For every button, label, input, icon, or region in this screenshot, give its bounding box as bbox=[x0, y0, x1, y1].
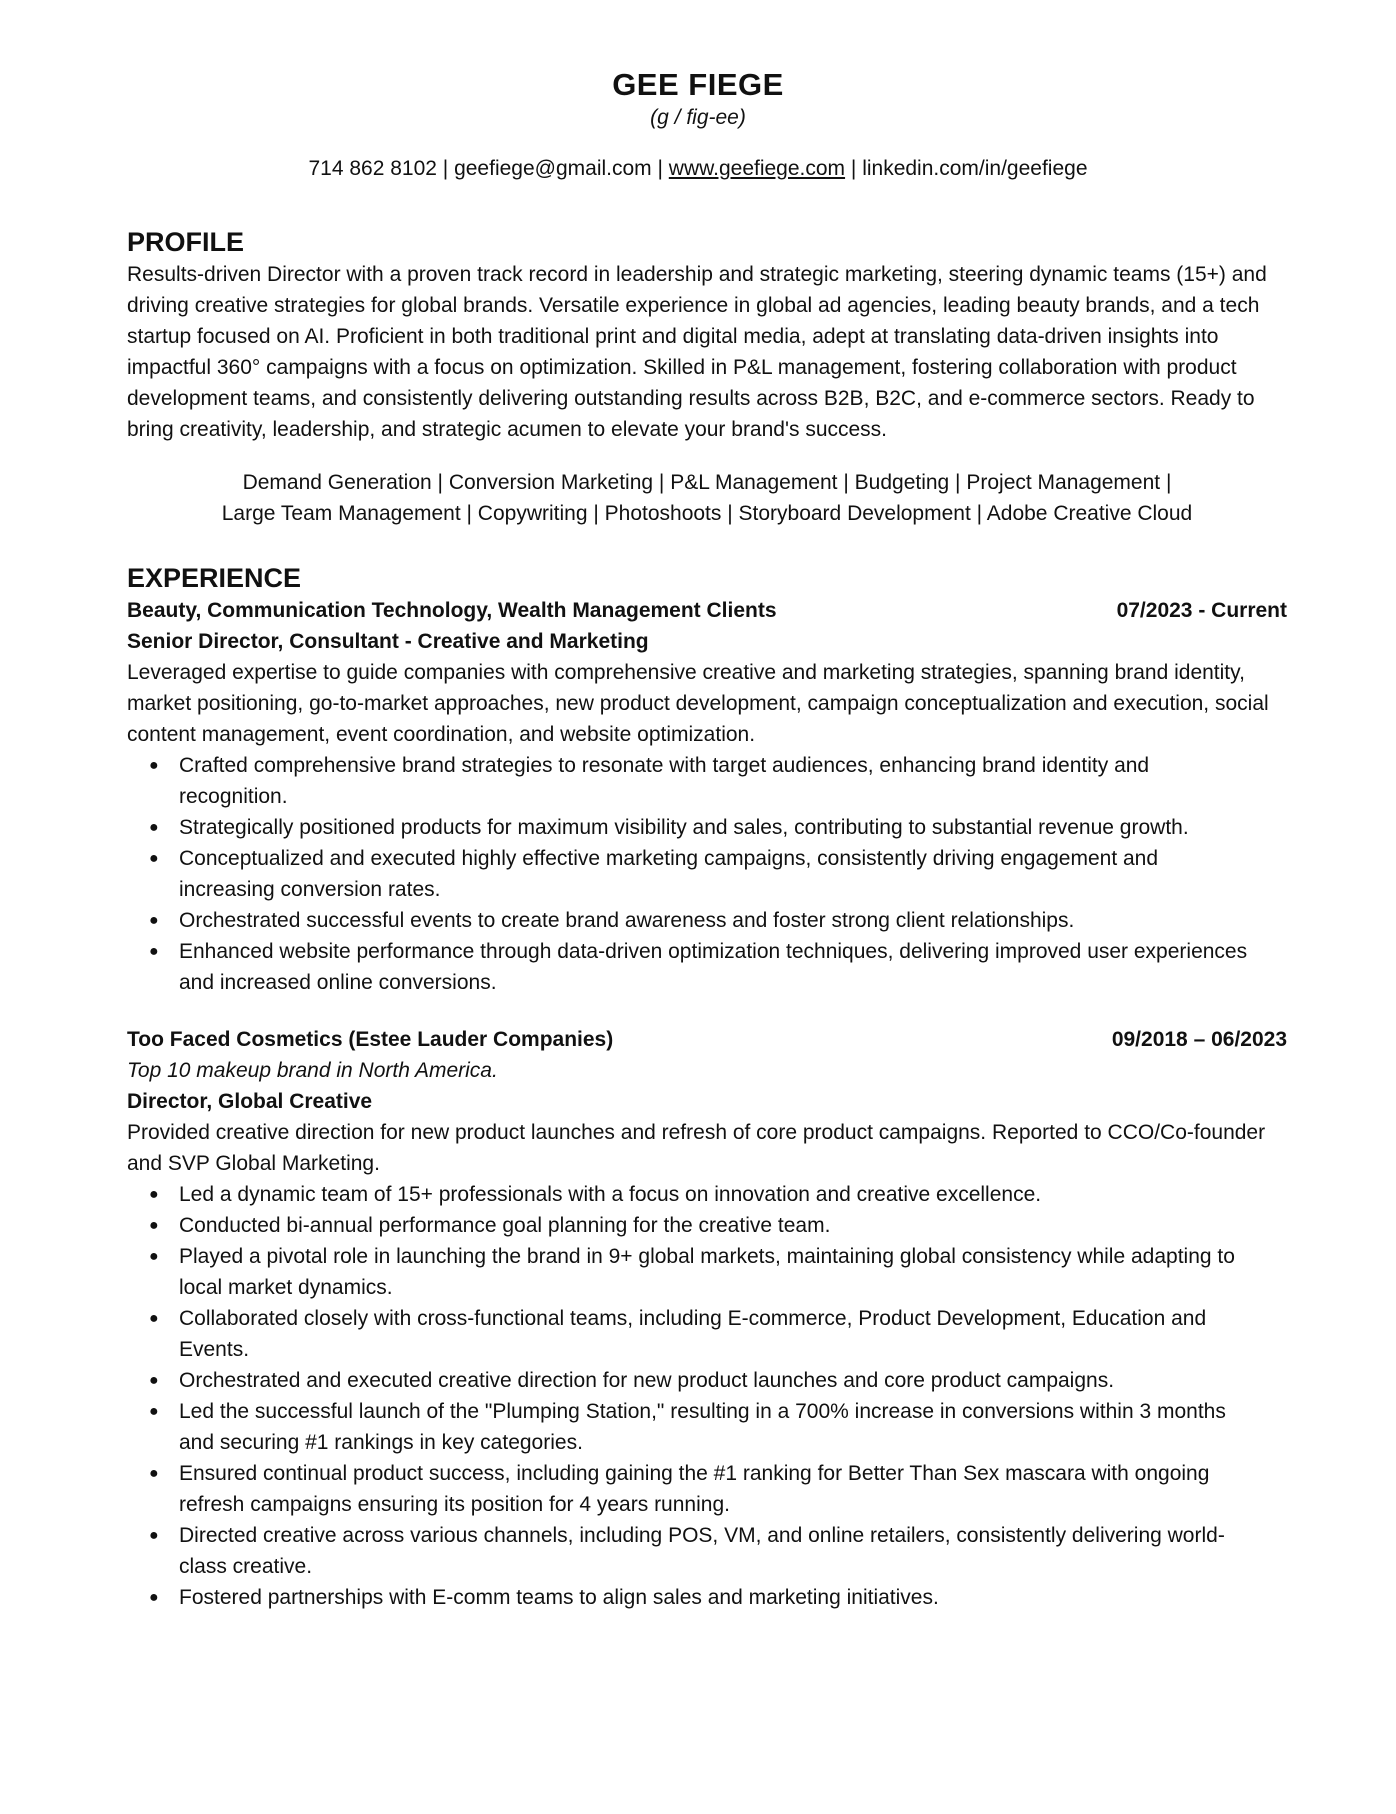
list-item bbox=[149, 1241, 1259, 1303]
bullet-text: Collaborated closely with cross-functional teams, including E-commerce, Product Development, Education and Events. bbox=[179, 1307, 1207, 1361]
list-item bbox=[149, 843, 1259, 905]
list-item bbox=[149, 750, 1259, 812]
skills-line: Demand Generation | Conversion Marketing | P&L Management | Budgeting | Project Management | bbox=[242, 471, 1172, 494]
list-item bbox=[149, 1210, 1259, 1241]
bullet-icon: ● bbox=[149, 1372, 159, 1389]
experience-section bbox=[127, 561, 1287, 1613]
bullet-text: Led a dynamic team of 15+ professionals with a focus on innovation and creative excellence. bbox=[179, 1183, 1042, 1206]
profile-heading: PROFILE bbox=[127, 227, 245, 257]
bullet-text: Conducted bi-annual performance goal planning for the creative team. bbox=[179, 1214, 831, 1237]
company-tagline: Top 10 makeup brand in North America. bbox=[127, 1059, 498, 1082]
job-entry bbox=[127, 595, 1287, 998]
bullet-icon: ● bbox=[149, 1465, 159, 1482]
job-header bbox=[127, 595, 1287, 626]
contact-separator: | bbox=[845, 157, 863, 180]
resume-header bbox=[0, 66, 1396, 183]
job-dates: 07/2023 - Current bbox=[1116, 599, 1287, 622]
contact-line bbox=[0, 155, 1396, 183]
bullet-icon: ● bbox=[149, 1310, 159, 1327]
list-item bbox=[149, 1365, 1259, 1396]
bullet-text: Strategically positioned products for maximum visibility and sales, contributing to substantial revenue growth. bbox=[179, 816, 1189, 839]
list-item bbox=[149, 905, 1259, 936]
linkedin-link[interactable]: linkedin.com/in/geefiege bbox=[862, 157, 1088, 180]
job-role: Director, Global Creative bbox=[127, 1090, 373, 1113]
profile-summary: Results-driven Director with a proven track record in leadership and strategic marketing, steering dynamic teams (15+) and driving creative strategies for global brands. Versatile experience in global ad agencies, leading beauty brands, and a tech startup focused on AI. Proficient in both traditional print and digital media, adept at translating data-driven insights into impactful 360° campaigns with a focus on optimization. Skilled in P&L management, fostering collaboration with product development teams, and consistently delivering outstanding results across B2B, B2C, and e-commerce sectors. Ready to bring creativity, leadership, and strategic acumen to elevate your brand's success. bbox=[127, 263, 1267, 441]
experience-heading: EXPERIENCE bbox=[127, 563, 302, 593]
bullet-text: Ensured continual product success, including gaining the #1 ranking for Better Than Sex mascara with ongoing refresh campaigns ensuring its position for 4 years running. bbox=[179, 1462, 1210, 1516]
bullet-text: Led the successful launch of the "Plumping Station," resulting in a 700% increase in conversions within 3 months and securing #1 rankings in key categories. bbox=[179, 1400, 1226, 1454]
bullet-text: Fostered partnerships with E-comm teams to align sales and marketing initiatives. bbox=[179, 1586, 939, 1609]
job-summary: Leveraged expertise to guide companies with comprehensive creative and marketing strategies, spanning brand identity, market positioning, go-to-market approaches, new product development, campaign conceptualization and execution, social content management, event coordination, and website optimization. bbox=[127, 661, 1269, 746]
list-item bbox=[149, 1179, 1259, 1210]
profile-section bbox=[127, 225, 1287, 529]
job-role: Senior Director, Consultant - Creative and Marketing bbox=[127, 630, 649, 653]
bullet-icon: ● bbox=[149, 1186, 159, 1203]
phone-number: 714 862 8102 bbox=[308, 157, 437, 180]
contact-separator: | bbox=[436, 157, 455, 180]
job-dates: 09/2018 – 06/2023 bbox=[1111, 1028, 1287, 1051]
candidate-name: GEE FIEGE bbox=[612, 67, 784, 102]
resume-body bbox=[127, 225, 1287, 1639]
list-item bbox=[149, 1458, 1259, 1520]
bullet-icon: ● bbox=[149, 1589, 159, 1606]
name-pronunciation: (g / fig-ee) bbox=[650, 106, 746, 129]
bullet-text: Orchestrated and executed creative direction for new product launches and core product campaigns. bbox=[179, 1369, 1115, 1392]
bullet-icon: ● bbox=[149, 1248, 159, 1265]
job-bullets bbox=[127, 750, 1259, 998]
bullet-icon: ● bbox=[149, 912, 159, 929]
job-company: Beauty, Communication Technology, Wealth Management Clients bbox=[127, 599, 777, 622]
list-item bbox=[149, 812, 1259, 843]
job-company: Too Faced Cosmetics (Estee Lauder Companies) bbox=[127, 1028, 614, 1051]
bullet-text: Orchestrated successful events to create brand awareness and foster strong client relationships. bbox=[179, 909, 1075, 932]
bullet-icon: ● bbox=[149, 1527, 159, 1544]
bullet-text: Crafted comprehensive brand strategies to resonate with target audiences, enhancing brand identity and recognition. bbox=[179, 754, 1150, 808]
bullet-icon: ● bbox=[149, 850, 159, 867]
list-item bbox=[149, 1303, 1259, 1365]
skills-list bbox=[127, 467, 1287, 529]
website-link[interactable]: www.geefiege.com bbox=[668, 157, 846, 180]
bullet-icon: ● bbox=[149, 819, 159, 836]
job-entry bbox=[127, 1024, 1287, 1613]
bullet-text: Directed creative across various channels, including POS, VM, and online retailers, consistently delivering world-class creative. bbox=[179, 1524, 1225, 1578]
job-header bbox=[127, 1024, 1287, 1055]
job-summary: Provided creative direction for new product launches and refresh of core product campaigns. Reported to CCO/Co-founder and SVP Global Marketing. bbox=[127, 1121, 1266, 1175]
list-item bbox=[149, 1520, 1259, 1582]
bullet-icon: ● bbox=[149, 1217, 159, 1234]
list-item bbox=[149, 1396, 1259, 1458]
contact-separator: | bbox=[651, 157, 669, 180]
bullet-text: Conceptualized and executed highly effective marketing campaigns, consistently driving engagement and increasing conversion rates. bbox=[179, 847, 1159, 901]
bullet-text: Played a pivotal role in launching the brand in 9+ global markets, maintaining global consistency while adapting to local market dynamics. bbox=[179, 1245, 1235, 1299]
list-item bbox=[149, 936, 1259, 998]
bullet-icon: ● bbox=[149, 1403, 159, 1420]
email-address[interactable]: geefiege@gmail.com bbox=[454, 157, 652, 180]
skills-line: Large Team Management | Copywriting | Photoshoots | Storyboard Development | Adobe Creative Cloud bbox=[221, 502, 1193, 525]
bullet-icon: ● bbox=[149, 757, 159, 774]
bullet-text: Enhanced website performance through data-driven optimization techniques, delivering improved user experiences and increased online conversions. bbox=[179, 940, 1248, 994]
list-item bbox=[149, 1582, 1259, 1613]
bullet-icon: ● bbox=[149, 943, 159, 960]
job-bullets bbox=[127, 1179, 1259, 1613]
